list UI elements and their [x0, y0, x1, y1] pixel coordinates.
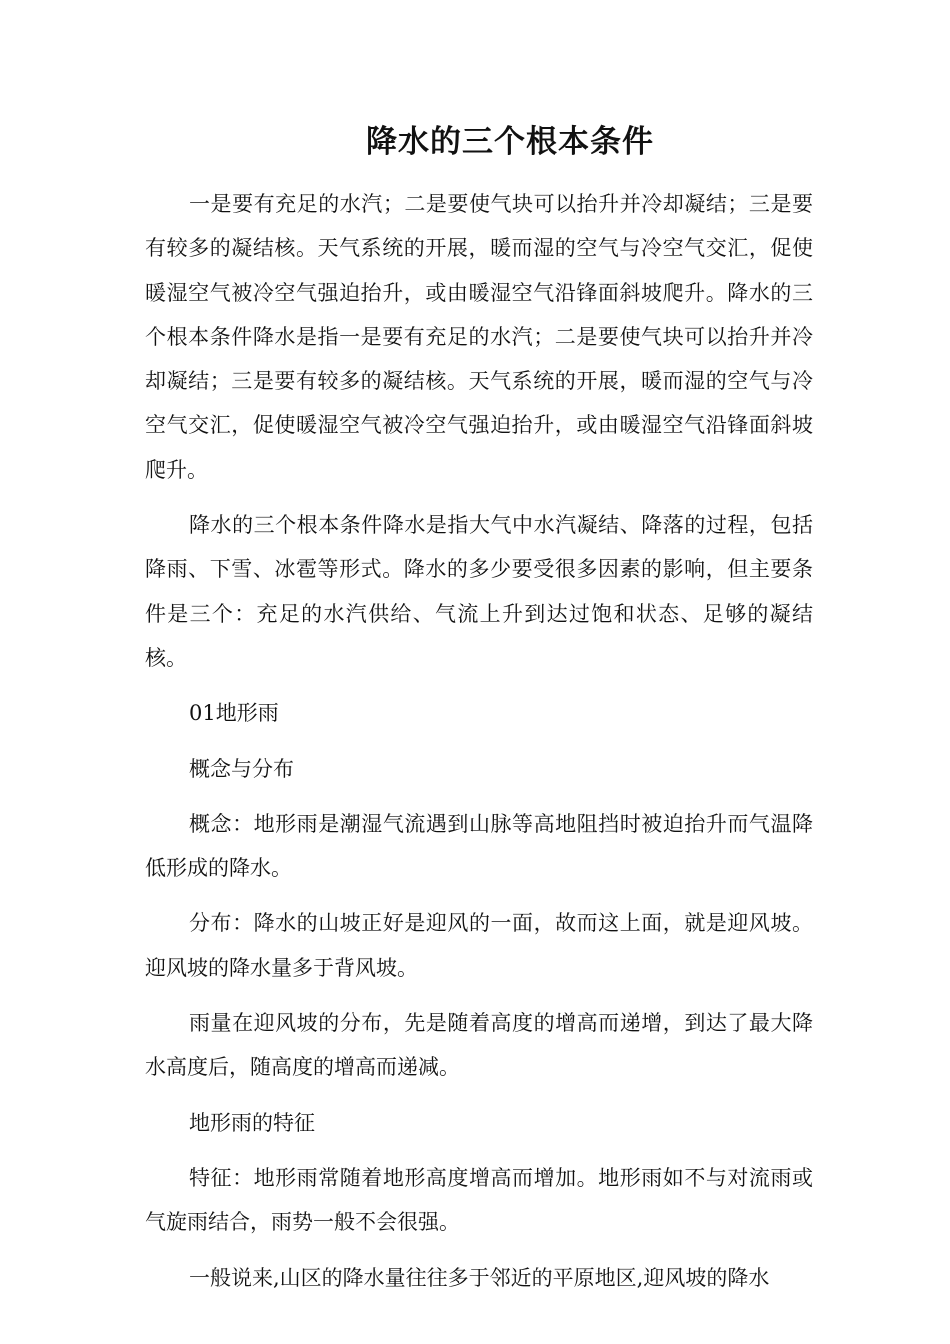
paragraph-2: 降水的三个根本条件降水是指大气中水汽凝结、降落的过程，包括降雨、下雪、冰雹等形式。降水的多少要受很多因素的影响，但主要条件是三个：充足的水汽供给、气流上升到达过饱和状态、足够的凝结核。	[145, 513, 813, 670]
subheading-characteristics: 地形雨的特征	[189, 1110, 315, 1135]
paragraph-distribution: 分布：降水的山坡正好是迎风的一面，故而这上面，就是迎风坡。迎风坡的降水量多于背风坡。	[145, 911, 813, 980]
paragraph-characteristics: 特征：地形雨常随着地形高度增高而增加。地形雨如不与对流雨或气旋雨结合，雨势一般不会很强。	[145, 1165, 813, 1235]
subheading-concept-distribution: 概念与分布	[189, 756, 294, 781]
document-title: 降水的三个根本条件	[366, 124, 654, 160]
document-body	[145, 182, 813, 1311]
paragraph-1: 一是要有充足的水汽；二是要使气块可以抬升并冷却凝结；三是要有较多的凝结核。天气系统的开展，暖而湿的空气与冷空气交汇，促使暖湿空气被冷空气强迫抬升，或由暖湿空气沿锋面斜坡爬升。降水的三个根本条件降水是指一是要有充足的水汽；二是要使气块可以抬升并冷却凝结；三是要有较多的凝结核。天气系统的开展，暖而湿的空气与冷空气交汇，促使暖湿空气被冷空气强迫抬升，或由暖湿空气沿锋面斜坡爬升。	[145, 192, 813, 482]
paragraph-mountain-precipitation: 一般说来,山区的降水量往往多于邻近的平原地区,迎风坡的降水	[189, 1265, 770, 1290]
paragraph-rainfall-windward: 雨量在迎风坡的分布，先是随着高度的增高而递增，到达了最大降水高度后，随高度的增高而递减。	[145, 1011, 813, 1080]
paragraph-concept: 概念：地形雨是潮湿气流遇到山脉等高地阻挡时被迫抬升而气温降低形成的降水。	[145, 811, 813, 881]
section-heading-orographic-rain: 01地形雨	[189, 701, 279, 726]
